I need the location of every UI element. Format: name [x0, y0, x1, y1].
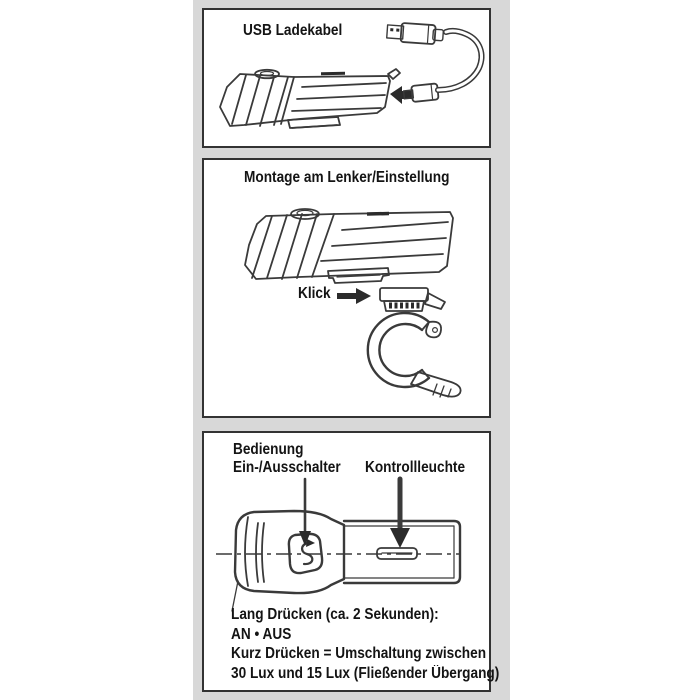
- klick-label-text: Klick: [298, 285, 331, 302]
- strap-hook: [426, 322, 441, 338]
- top-slot: [367, 212, 389, 216]
- panel-usb-cable: [202, 8, 491, 148]
- instruction-line-text: 30 Lux und 15 Lux (Fließender Übergang): [231, 664, 500, 682]
- headlamp-top-view: [232, 511, 460, 611]
- instruction-sheet: [193, 0, 510, 700]
- handlebar-bracket: [380, 288, 445, 311]
- panel-mounting-title-text: Montage am Lenker/Einstellung: [243, 169, 450, 186]
- panel-mounting: [202, 158, 491, 418]
- instruction-line: [231, 644, 536, 664]
- charge-port-arrow-icon: [390, 86, 412, 104]
- operation-heading-text: Bedienung: [233, 441, 304, 458]
- usb-cable-illustration: [204, 10, 489, 146]
- mounting-illustration: [204, 160, 489, 416]
- panel-usb-title-text: USB Ladekabel: [243, 22, 343, 39]
- usb-a-plug: [387, 22, 444, 45]
- indicator-label-text: Kontrollleuchte: [365, 459, 466, 476]
- klick-arrow-icon: [337, 288, 371, 304]
- panel-operation: [202, 431, 500, 692]
- top-slot: [321, 72, 345, 75]
- switch-label-text: Ein-/Ausschalter: [233, 459, 341, 476]
- operation-instructions: [231, 605, 536, 683]
- instruction-line: [231, 605, 536, 625]
- headlamp-side-view-large: [245, 209, 453, 283]
- indicator-led: [377, 548, 417, 559]
- instruction-line-text: Kurz Drücken = Umschaltung zwischen: [231, 645, 487, 662]
- usb-cable: [387, 22, 482, 104]
- charge-port-cap: [388, 69, 400, 79]
- instruction-line-text: Lang Drücken (ca. 2 Sekunden):: [231, 606, 439, 623]
- handlebar-clamp: [368, 313, 461, 397]
- button-glyph-arrow: [306, 539, 315, 547]
- instruction-line-text: AN • AUS: [231, 625, 292, 643]
- instruction-line: [231, 664, 536, 684]
- instruction-line: [231, 625, 536, 645]
- headlamp-side-view: [220, 69, 400, 128]
- indicator-pointer-arrow-icon: [390, 479, 410, 548]
